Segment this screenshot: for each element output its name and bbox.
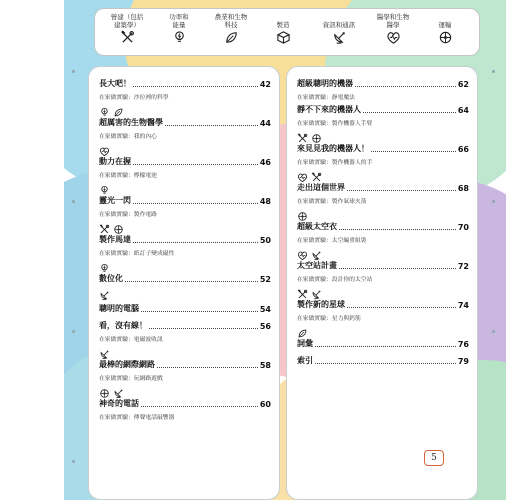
- steering-wheel-icon: [297, 207, 308, 218]
- toc-chapter-title: 製作馬達: [99, 235, 131, 244]
- rivet: [72, 70, 75, 73]
- toc-entry[interactable]: [297, 339, 469, 349]
- toc-chapter-title: 數位化: [99, 274, 123, 283]
- toc-page-number: 70: [457, 223, 469, 232]
- rivet: [72, 330, 75, 333]
- toc-page-number: 76: [457, 340, 469, 349]
- dot-leader: [133, 86, 258, 87]
- satellite-dish-icon: [311, 246, 322, 257]
- toc-page-number: 50: [259, 236, 271, 245]
- toc-entry[interactable]: [297, 79, 469, 101]
- toc-category-icons: [99, 181, 271, 192]
- satellite-dish-icon: [99, 286, 110, 297]
- heart-pulse-icon: [386, 30, 401, 45]
- toc-experiment-note: 在家做實驗：製作氣球火箭: [297, 199, 367, 205]
- hammer-wrench-icon: [120, 30, 135, 45]
- toc-page-number: 48: [259, 197, 271, 206]
- toc-category-icons: [99, 286, 271, 297]
- toc-experiment-note: 在家做實驗：玩網路遊戲: [99, 376, 163, 382]
- toc-title-line: [99, 235, 271, 245]
- rivet: [72, 460, 75, 463]
- toc-title-line: [297, 222, 469, 232]
- toc-experiment-note: 在家做實驗：紙訂子變成磁性: [99, 251, 175, 257]
- category-legend: [94, 8, 480, 56]
- toc-title-line: [99, 274, 271, 284]
- category-label: 營建（包括 建築學）: [110, 13, 144, 29]
- toc-chapter-title: 走出這個世界: [297, 183, 345, 192]
- toc-experiment-note: 在家做實驗：我的內心: [99, 134, 157, 140]
- toc-page-number: 52: [259, 275, 271, 284]
- toc-title-line: [297, 300, 469, 310]
- category-label: 製造: [276, 21, 290, 29]
- satellite-dish-icon: [332, 30, 347, 45]
- toc-chapter-title: 靈光一閃: [99, 196, 131, 205]
- energy-icon: [172, 30, 187, 45]
- toc-chapter-title: 製作新的星球: [297, 300, 345, 309]
- toc-experiment-note: 在家做實驗：製作機器人的手: [297, 160, 373, 166]
- toc-entry[interactable]: [99, 79, 271, 114]
- category-item: [203, 11, 259, 49]
- rivet: [492, 70, 495, 73]
- plant-leaf-icon: [113, 103, 124, 114]
- rivet: [72, 200, 75, 203]
- toc-category-icons: [297, 285, 469, 296]
- steering-wheel-icon: [113, 220, 124, 231]
- category-item: [311, 11, 367, 49]
- toc-page-number: 74: [457, 301, 469, 310]
- hammer-wrench-icon: [297, 129, 308, 140]
- toc-entry[interactable]: [297, 183, 469, 218]
- toc-page-number: 64: [457, 106, 469, 115]
- toc-page-number: 58: [259, 361, 271, 370]
- toc-page-number: 62: [457, 80, 469, 89]
- toc-chapter-title: 長大吧！: [99, 79, 131, 88]
- toc-page-number: 42: [259, 80, 271, 89]
- toc-entry[interactable]: [297, 144, 469, 179]
- toc-chapter-title: 最棒的網際網路: [99, 360, 155, 369]
- toc-title-line: [99, 360, 271, 370]
- toc-experiment-note: 在家做實驗：檸檬電池: [99, 173, 157, 179]
- toc-experiment-note: 在家做實驗：製作電路: [99, 212, 157, 218]
- hammer-wrench-icon: [297, 285, 308, 296]
- category-label: 功率和 能量: [169, 13, 189, 29]
- toc-title-line: [297, 105, 469, 115]
- cube-icon: [276, 30, 291, 45]
- toc-chapter-title: 看，沒有線！: [99, 321, 147, 330]
- toc-chapter-title: 詞彙: [297, 339, 313, 348]
- hammer-wrench-icon: [311, 168, 322, 179]
- toc-entry[interactable]: [99, 399, 271, 421]
- toc-title-line: [99, 79, 271, 89]
- toc-experiment-note: 在家做實驗：沙拉裡的科學: [99, 95, 169, 101]
- toc-title-line: [297, 144, 469, 154]
- toc-experiment-note: 在家做實驗：設計你的太空站: [297, 277, 373, 283]
- satellite-dish-icon: [99, 345, 110, 356]
- page-background: [64, 0, 506, 500]
- toc-chapter-title: 神奇的電話: [99, 399, 139, 408]
- toc-page-number: 54: [259, 305, 271, 314]
- toc-chapter-title: 超級太空衣: [297, 222, 337, 231]
- energy-icon: [99, 259, 110, 270]
- heart-pulse-icon: [297, 246, 308, 257]
- dot-leader: [355, 86, 456, 87]
- toc-entry[interactable]: [99, 157, 271, 192]
- toc-page-number: 79: [457, 357, 469, 366]
- toc-title-line: [297, 339, 469, 349]
- plant-leaf-icon: [297, 324, 308, 335]
- toc-experiment-note: 在家做實驗：製作機器人手臂: [297, 121, 373, 127]
- steering-wheel-icon: [311, 129, 322, 140]
- toc-entry[interactable]: [99, 235, 271, 270]
- toc-chapter-title: 索引: [297, 356, 313, 365]
- energy-icon: [99, 103, 110, 114]
- toc-page-number: 56: [259, 322, 271, 331]
- energy-icon: [99, 181, 110, 192]
- toc-experiment-note: 在家做實驗：靜電魔法: [297, 95, 355, 101]
- dot-leader: [165, 125, 258, 126]
- toc-title-line: [297, 79, 469, 89]
- dot-leader: [371, 151, 456, 152]
- toc-entry[interactable]: [297, 261, 469, 296]
- toc-category-icons: [99, 259, 271, 270]
- toc-entry[interactable]: [297, 356, 469, 366]
- category-label: 運輸: [438, 21, 452, 29]
- toc-page-number: 72: [457, 262, 469, 271]
- toc-entry[interactable]: [99, 118, 271, 153]
- toc-title-line: [99, 321, 271, 331]
- toc-experiment-note: 在家做實驗：電磁波收訊: [99, 337, 163, 343]
- toc-chapter-title: 超級聰明的機器: [297, 79, 353, 88]
- toc-category-icons: [297, 129, 469, 140]
- toc-title-line: [297, 261, 469, 271]
- dot-leader: [157, 367, 258, 368]
- category-item: [417, 11, 473, 49]
- toc-entry[interactable]: [297, 222, 469, 257]
- toc-title-line: [297, 183, 469, 193]
- toc-entry[interactable]: [99, 196, 271, 231]
- category-item: [255, 11, 311, 49]
- toc-experiment-note: 在家做實驗：星力與鈣筋: [297, 316, 361, 322]
- toc-entry[interactable]: [99, 360, 271, 395]
- toc-chapter-title: 太空站計畫: [297, 261, 337, 270]
- toc-chapter-title: 動力在握: [99, 157, 131, 166]
- toc-experiment-note: 在家做實驗：太空編重組裝: [297, 238, 367, 244]
- toc-entry[interactable]: [297, 300, 469, 335]
- steering-wheel-icon: [438, 30, 453, 45]
- heart-pulse-icon: [99, 142, 110, 153]
- toc-page-number: 60: [259, 400, 271, 409]
- toc-category-icons: [297, 168, 469, 179]
- dot-leader: [149, 328, 258, 329]
- toc-title-line: [99, 118, 271, 128]
- dot-leader: [347, 307, 456, 308]
- dot-leader: [315, 363, 456, 364]
- category-label: 資訊和通訊: [322, 21, 356, 29]
- toc-left-panel: [88, 66, 280, 500]
- toc-chapter-title: 超厲害的生物醫學: [99, 118, 163, 127]
- toc-experiment-note: 在家做實驗：傳聲電話敲響器: [99, 415, 175, 421]
- satellite-dish-icon: [113, 384, 124, 395]
- dot-leader: [133, 203, 258, 204]
- toc-title-line: [99, 196, 271, 206]
- dot-leader: [347, 190, 456, 191]
- toc-category-icons: [297, 246, 469, 257]
- toc-page-number: 68: [457, 184, 469, 193]
- page-number: 5: [424, 450, 444, 466]
- toc-category-icons: [99, 384, 271, 395]
- dot-leader: [125, 281, 258, 282]
- toc-chapter-title: 靜不下來的機器人: [297, 105, 361, 114]
- toc-chapter-title: 來見見我的機器人！: [297, 144, 369, 153]
- toc-category-icons: [99, 142, 271, 153]
- heart-pulse-icon: [297, 168, 308, 179]
- dot-leader: [339, 229, 456, 230]
- toc-entry[interactable]: [99, 304, 271, 314]
- satellite-dish-icon: [311, 285, 322, 296]
- dot-leader: [141, 406, 258, 407]
- category-item: [365, 11, 421, 49]
- category-label: 農業和生物 科技: [214, 13, 248, 29]
- toc-page-number: 44: [259, 119, 271, 128]
- toc-title-line: [99, 304, 271, 314]
- toc-category-icons: [99, 345, 271, 356]
- category-item: [151, 11, 207, 49]
- rivet: [492, 330, 495, 333]
- rivet: [492, 200, 495, 203]
- dot-leader: [363, 112, 456, 113]
- toc-title-line: [99, 157, 271, 167]
- toc-title-line: [99, 399, 271, 409]
- dot-leader: [315, 346, 456, 347]
- toc-category-icons: [297, 324, 469, 335]
- toc-category-icons: [99, 103, 271, 114]
- category-item: [99, 11, 155, 49]
- toc-page-number: 66: [457, 145, 469, 154]
- toc-title-line: [297, 356, 469, 366]
- toc-entry[interactable]: [99, 321, 271, 356]
- dot-leader: [133, 164, 258, 165]
- steering-wheel-icon: [99, 384, 110, 395]
- category-label: 醫學和生物 醫學: [376, 13, 410, 29]
- toc-chapter-title: 聰明的電腦: [99, 304, 139, 313]
- plant-leaf-icon: [224, 30, 239, 45]
- toc-entry[interactable]: [297, 105, 469, 140]
- hammer-wrench-icon: [99, 220, 110, 231]
- toc-category-icons: [297, 207, 469, 218]
- dot-leader: [339, 268, 456, 269]
- toc-category-icons: [99, 220, 271, 231]
- toc-entry[interactable]: [99, 274, 271, 297]
- toc-page-number: 46: [259, 158, 271, 167]
- dot-leader: [133, 242, 258, 243]
- toc-right-panel: [286, 66, 478, 500]
- dot-leader: [141, 311, 258, 312]
